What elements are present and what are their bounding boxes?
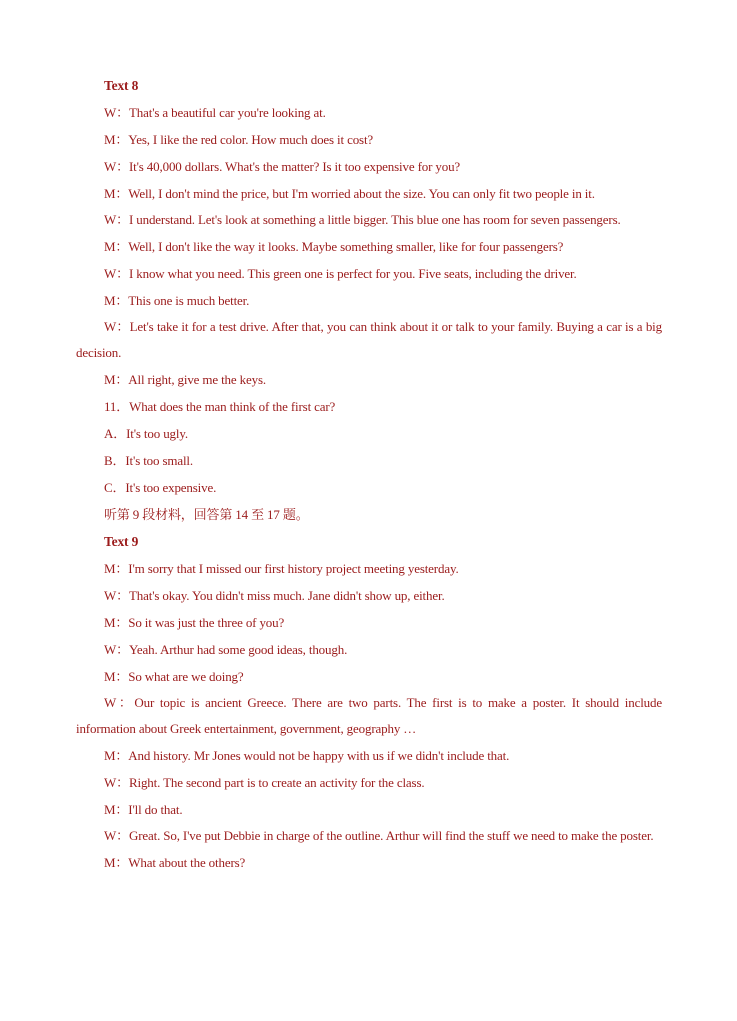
answer-option-c: C．It's too expensive. xyxy=(104,480,217,495)
dialogue-line: M：Yes, I like the red color. How much does it cost? xyxy=(104,132,374,147)
dialogue-line: W：Yeah. Arthur had some good ideas, though. xyxy=(104,642,348,657)
dialogue-line: M：All right, give me the keys. xyxy=(104,372,266,387)
dialogue-line: M：And history. Mr Jones would not be happy with us if we didn't include that. xyxy=(104,748,510,763)
text8-heading: Text 8 xyxy=(104,78,139,93)
dialogue-line: M：So it was just the three of you? xyxy=(104,615,285,630)
answer-option-b: B．It's too small. xyxy=(104,453,193,468)
section-instruction: 听第 9 段材料，回答第 14 至 17 题。 xyxy=(104,507,309,522)
dialogue-line: M：Well, I don't like the way it looks. Maybe something smaller, like for four passengers? xyxy=(104,239,564,254)
dialogue-line: M：I'm sorry that I missed our first history project meeting yesterday. xyxy=(104,561,459,576)
text9-heading: Text 9 xyxy=(104,534,139,549)
dialogue-line: W：Our topic is ancient Greece. There are two parts. The first is to make a poster. It should include information about Greek entertainment, government, geography … xyxy=(76,695,662,736)
dialogue-line: M：This one is much better. xyxy=(104,293,250,308)
question-11: 11．What does the man think of the first car? xyxy=(104,399,336,414)
dialogue-line: W：I understand. Let's look at something a little bigger. This blue one has room for seven passengers. xyxy=(104,212,621,227)
answer-option-a: A．It's too ugly. xyxy=(104,426,188,441)
document-page xyxy=(76,72,662,876)
dialogue-line: W：I know what you need. This green one is perfect for you. Five seats, including the driver. xyxy=(104,266,577,281)
dialogue-line: W：Let's take it for a test drive. After that, you can think about it or talk to your family. Buying a car is a big decision. xyxy=(76,319,662,360)
dialogue-line: M：I'll do that. xyxy=(104,802,183,817)
dialogue-line: M：Well, I don't mind the price, but I'm worried about the size. You can only fit two people in it. xyxy=(104,186,595,201)
dialogue-line: W：Great. So, I've put Debbie in charge of the outline. Arthur will find the stuff we need to make the poster. xyxy=(104,828,654,843)
dialogue-line: W：Right. The second part is to create an activity for the class. xyxy=(104,775,425,790)
dialogue-line: M：So what are we doing? xyxy=(104,669,244,684)
dialogue-line: W：That's okay. You didn't miss much. Jane didn't show up, either. xyxy=(104,588,445,603)
dialogue-line: W：It's 40,000 dollars. What's the matter? Is it too expensive for you? xyxy=(104,159,461,174)
dialogue-line: M：What about the others? xyxy=(104,855,246,870)
dialogue-line: W：That's a beautiful car you're looking at. xyxy=(104,105,326,120)
